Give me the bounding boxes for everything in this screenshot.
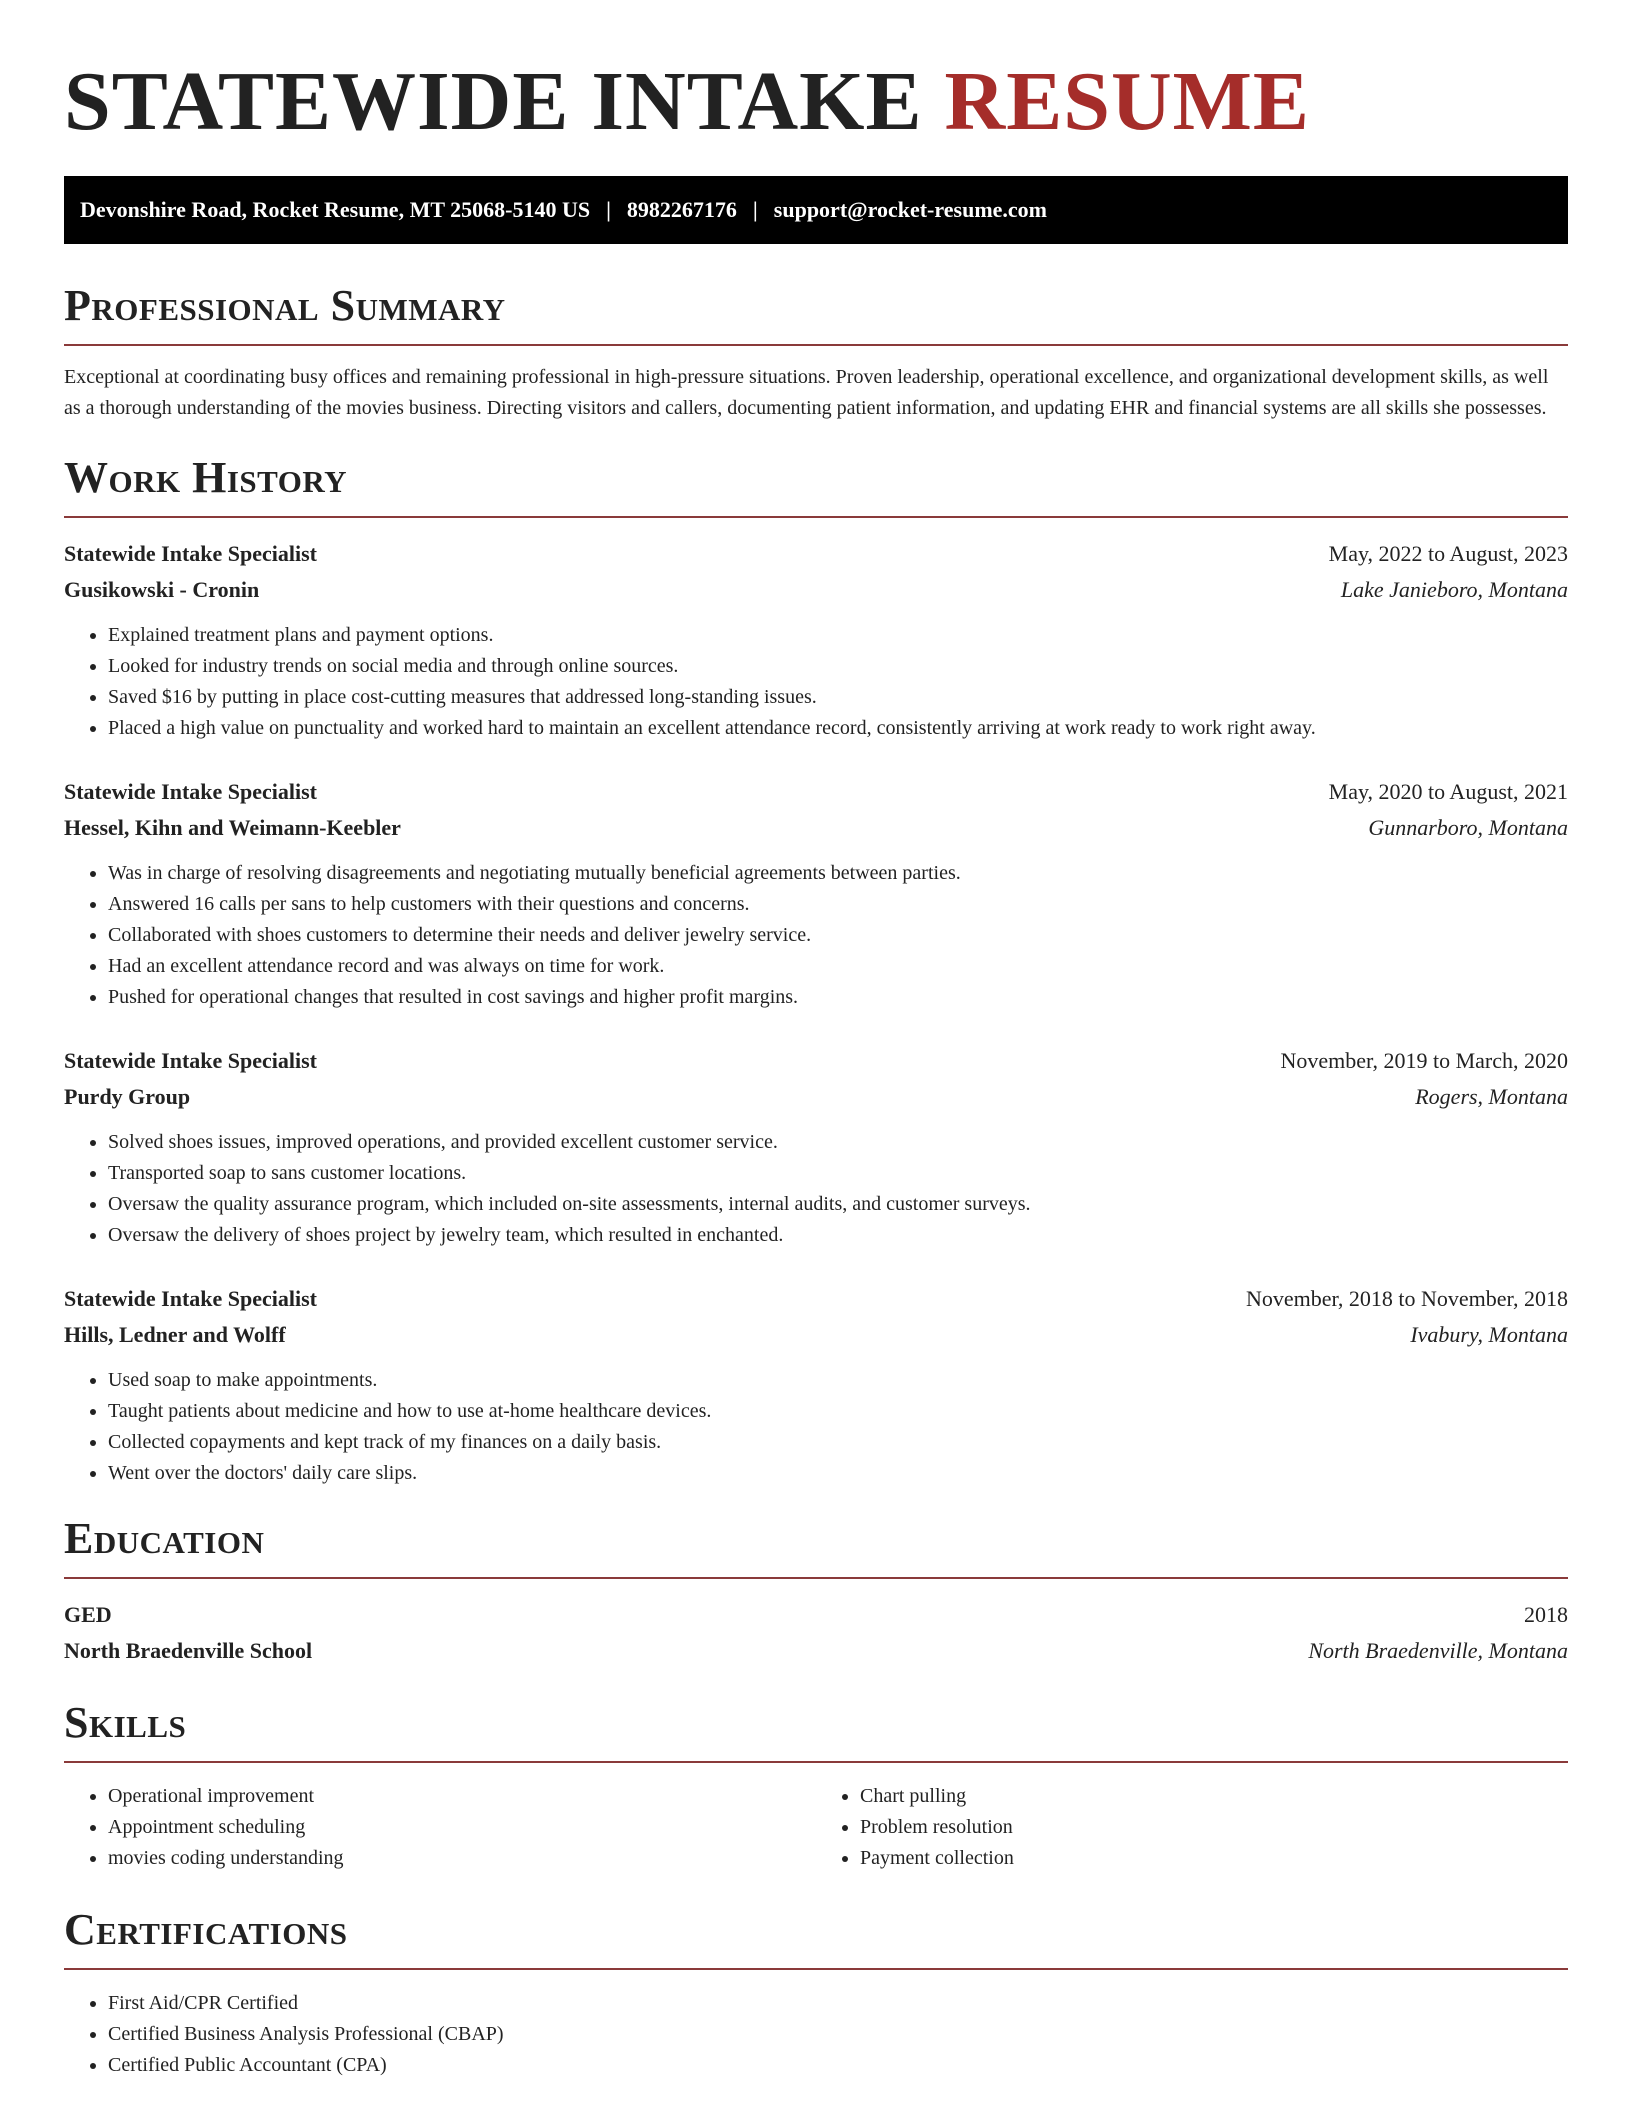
skill-item: • Chart pulling — [860, 1781, 1568, 1812]
job-bullet: • Transported soap to sans customer locations. — [108, 1158, 1568, 1189]
skill-item: • Appointment scheduling — [108, 1812, 816, 1843]
resume-name — [64, 0, 1568, 152]
education-title: Education — [64, 1514, 265, 1563]
job-entry — [64, 774, 1568, 1013]
certifications-title: Certifications — [64, 1905, 348, 1954]
job-bullet: • Went over the doctors' daily care slips. — [108, 1458, 1568, 1489]
job-bullet: • Collaborated with shoes customers to determine their needs and deliver jewelry service. — [108, 920, 1568, 951]
contact-separator: | — [752, 197, 758, 222]
summary-section — [64, 280, 1568, 424]
contact-email: support@rocket-resume.com — [773, 197, 1047, 222]
job-bullet: • Explained treatment plans and payment options. — [108, 620, 1568, 651]
job-role: Statewide Intake Specialist — [64, 1286, 317, 1311]
job-location: Ivabury, Montana — [1410, 1322, 1568, 1347]
job-bullet: • Saved $16 by putting in place cost-cutting measures that addressed long-standing issues. — [108, 682, 1568, 713]
job-dates: May, 2020 to August, 2021 — [1328, 779, 1568, 804]
certification-item: • Certified Business Analysis Professional (CBAP) — [108, 2019, 1568, 2050]
job-subhead — [64, 810, 1568, 846]
certification-item: • First Aid/CPR Certified — [108, 1988, 1568, 2019]
job-bullet: • Oversaw the quality assurance program, which included on-site assessments, internal audits, and customer surveys. — [108, 1189, 1568, 1220]
summary-text: Exceptional at coordinating busy offices and remaining professional in high-pressure situations. Proven leadership, operational excellence, and organizational development skills, as well as a thorough understanding of the movies business. Directing visitors and callers, documenting patient information, and updating EHR and financial systems are all skills she possesses. — [64, 366, 1549, 419]
job-dates: November, 2019 to March, 2020 — [1280, 1048, 1568, 1073]
skills-section — [64, 1697, 1568, 1874]
section-divider — [64, 1968, 1568, 1970]
job-company: Hills, Ledner and Wolff — [64, 1322, 286, 1347]
job-bullet: • Looked for industry trends on social media and through online sources. — [108, 651, 1568, 682]
section-divider — [64, 344, 1568, 346]
job-company: Purdy Group — [64, 1084, 191, 1109]
job-entry — [64, 536, 1568, 744]
job-bullet: • Collected copayments and kept track of my finances on a daily basis. — [108, 1427, 1568, 1458]
summary-title: Professional Summary — [64, 281, 506, 330]
skills-list-right — [816, 1781, 1568, 1874]
certification-item: • Certified Public Accountant (CPA) — [108, 2050, 1568, 2081]
job-entry — [64, 1281, 1568, 1489]
job-bullet: • Pushed for operational changes that resulted in cost savings and higher profit margins. — [108, 982, 1568, 1013]
skills-list-left — [64, 1781, 816, 1874]
skill-item: • Problem resolution — [860, 1812, 1568, 1843]
education-entry — [64, 1597, 1568, 1669]
section-divider — [64, 516, 1568, 518]
job-bullets — [64, 1365, 1568, 1489]
job-company: Gusikowski - Cronin — [64, 577, 260, 602]
job-role: Statewide Intake Specialist — [64, 779, 317, 804]
job-bullet: • Was in charge of resolving disagreements and negotiating mutually beneficial agreements between parties. — [108, 858, 1568, 889]
section-divider — [64, 1761, 1568, 1763]
name-accent: RESUME — [944, 55, 1310, 148]
skill-item: • Operational improvement — [108, 1781, 816, 1812]
job-role: Statewide Intake Specialist — [64, 1048, 317, 1073]
education-subhead — [64, 1633, 1568, 1669]
job-head — [64, 1043, 1568, 1079]
job-bullet: • Placed a high value on punctuality and worked hard to maintain an excellent attendance record, consistently arriving at work ready to work right away. — [108, 713, 1568, 744]
job-dates: November, 2018 to November, 2018 — [1245, 1286, 1568, 1311]
education-section — [64, 1513, 1568, 1669]
certifications-section — [64, 1904, 1568, 2081]
education-school: North Braedenville School — [64, 1638, 313, 1663]
section-divider — [64, 1577, 1568, 1579]
skills-title: Skills — [64, 1698, 187, 1747]
job-location: Lake Janieboro, Montana — [1340, 577, 1568, 602]
job-company: Hessel, Kihn and Weimann-Keebler — [64, 815, 401, 840]
name-main: STATEWIDE INTAKE — [64, 55, 923, 148]
skill-item: • Payment collection — [860, 1843, 1568, 1874]
skills-columns — [64, 1781, 1568, 1874]
education-head — [64, 1597, 1568, 1633]
job-head — [64, 536, 1568, 572]
contact-separator: | — [606, 197, 611, 222]
job-entry — [64, 1043, 1568, 1251]
skill-item: • movies coding understanding — [108, 1843, 816, 1874]
education-degree: GED — [64, 1602, 112, 1627]
job-bullet: • Had an excellent attendance record and was always on time for work. — [108, 951, 1568, 982]
job-bullets — [64, 858, 1568, 1013]
job-bullet: • Answered 16 calls per sans to help customers with their questions and concerns. — [108, 889, 1568, 920]
job-dates: May, 2022 to August, 2023 — [1328, 541, 1568, 566]
job-location: Gunnarboro, Montana — [1368, 815, 1568, 840]
job-bullets — [64, 620, 1568, 744]
job-bullet: • Taught patients about medicine and how to use at-home healthcare devices. — [108, 1396, 1568, 1427]
contact-bar — [64, 176, 1568, 244]
job-bullet: • Solved shoes issues, improved operations, and provided excellent customer service. — [108, 1127, 1568, 1158]
job-subhead — [64, 572, 1568, 608]
job-bullet: • Used soap to make appointments. — [108, 1365, 1568, 1396]
certifications-list — [64, 1988, 1568, 2081]
job-subhead — [64, 1079, 1568, 1115]
job-role: Statewide Intake Specialist — [64, 541, 317, 566]
work-history-title: Work History — [64, 453, 348, 502]
job-head — [64, 774, 1568, 810]
education-year: 2018 — [1524, 1602, 1568, 1627]
job-bullet: • Oversaw the delivery of shoes project by jewelry team, which resulted in enchanted. — [108, 1220, 1568, 1251]
work-history-section — [64, 452, 1568, 1489]
job-location: Rogers, Montana — [1415, 1084, 1568, 1109]
contact-phone: 8982267176 — [626, 197, 737, 222]
education-location: North Braedenville, Montana — [1308, 1638, 1568, 1663]
job-head — [64, 1281, 1568, 1317]
job-subhead — [64, 1317, 1568, 1353]
contact-address: Devonshire Road, Rocket Resume, MT 25068-5140 US — [80, 197, 591, 222]
job-bullets — [64, 1127, 1568, 1251]
